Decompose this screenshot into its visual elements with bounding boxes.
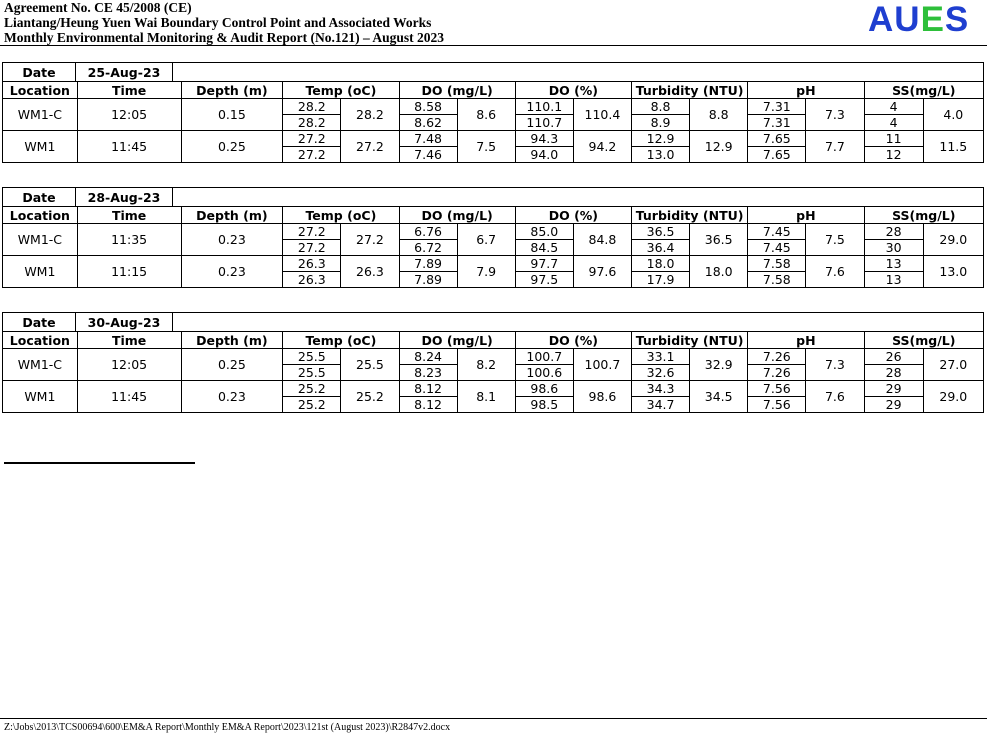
turb-reading-2: 17.9: [632, 272, 690, 288]
column-header: Depth (m): [181, 82, 283, 99]
ph-reading-2: 7.65: [748, 147, 806, 163]
date-row-blank: [173, 63, 984, 82]
turb-reading-1: 8.8: [632, 99, 690, 115]
ph-reading-1: 7.56: [748, 381, 806, 397]
ph-reading-2: 7.58: [748, 272, 806, 288]
temp-reading-2: 27.2: [283, 147, 341, 163]
turb-reading-1: 34.3: [632, 381, 690, 397]
ph-reading-1: 7.45: [748, 224, 806, 240]
column-header: Temp (oC): [283, 207, 399, 224]
do_pct-average: 94.2: [573, 131, 631, 163]
do_pct-reading-1: 97.7: [515, 256, 573, 272]
time-cell: 11:15: [77, 256, 181, 288]
turb-reading-2: 8.9: [632, 115, 690, 131]
ss-reading-2: 29: [864, 397, 923, 413]
temp-reading-1: 27.2: [283, 224, 341, 240]
do_mgl-reading-2: 7.89: [399, 272, 457, 288]
ph-reading-2: 7.56: [748, 397, 806, 413]
column-header: Depth (m): [181, 207, 283, 224]
do_mgl-reading-2: 7.46: [399, 147, 457, 163]
column-header: DO (mg/L): [399, 332, 515, 349]
footnote-separator: [4, 462, 195, 464]
ph-reading-1: 7.31: [748, 99, 806, 115]
measurement-table: [2, 81, 984, 163]
table-row: [3, 131, 984, 147]
location-cell: WM1: [3, 381, 78, 413]
ss-reading-1: 28: [864, 224, 923, 240]
ss-reading-2: 13: [864, 272, 923, 288]
do_mgl-reading-1: 6.76: [399, 224, 457, 240]
date-row: [2, 187, 984, 207]
do_mgl-reading-2: 8.12: [399, 397, 457, 413]
time-cell: 11:45: [77, 131, 181, 163]
column-header: Turbidity (NTU): [632, 82, 748, 99]
ss-reading-1: 26: [864, 349, 923, 365]
ph-average: 7.5: [806, 224, 864, 256]
ph-reading-1: 7.26: [748, 349, 806, 365]
ss-reading-1: 11: [864, 131, 923, 147]
location-cell: WM1-C: [3, 349, 78, 381]
column-header-row: [3, 82, 984, 99]
ss-reading-2: 28: [864, 365, 923, 381]
date-row: [2, 312, 984, 332]
column-header: Temp (oC): [283, 332, 399, 349]
column-header: Time: [77, 207, 181, 224]
ss-reading-1: 13: [864, 256, 923, 272]
table-row: [3, 256, 984, 272]
time-cell: 11:35: [77, 224, 181, 256]
depth-cell: 0.23: [181, 224, 283, 256]
do_pct-average: 110.4: [573, 99, 631, 131]
column-header-row: [3, 207, 984, 224]
ph-average: 7.7: [806, 131, 864, 163]
turb-average: 32.9: [690, 349, 748, 381]
turb-reading-1: 18.0: [632, 256, 690, 272]
turb-reading-2: 36.4: [632, 240, 690, 256]
do_pct-reading-2: 100.6: [515, 365, 573, 381]
do_pct-reading-1: 100.7: [515, 349, 573, 365]
location-cell: WM1-C: [3, 99, 78, 131]
temp-reading-2: 25.5: [283, 365, 341, 381]
turb-average: 8.8: [690, 99, 748, 131]
ph-reading-2: 7.26: [748, 365, 806, 381]
temp-average: 25.2: [341, 381, 399, 413]
do_mgl-average: 7.9: [457, 256, 515, 288]
do_mgl-average: 8.6: [457, 99, 515, 131]
date-label: Date: [3, 313, 76, 332]
measurement-table: [2, 331, 984, 413]
turb-average: 34.5: [690, 381, 748, 413]
turb-reading-1: 36.5: [632, 224, 690, 240]
temp-reading-2: 27.2: [283, 240, 341, 256]
do_pct-reading-1: 98.6: [515, 381, 573, 397]
ss-average: 29.0: [923, 224, 983, 256]
ss-reading-2: 4: [864, 115, 923, 131]
ph-average: 7.6: [806, 381, 864, 413]
report-header: [4, 0, 444, 45]
ss-reading-1: 29: [864, 381, 923, 397]
depth-cell: 0.23: [181, 381, 283, 413]
table-row: [3, 349, 984, 365]
date-block: [2, 62, 984, 163]
column-header: DO (%): [515, 207, 631, 224]
do_pct-average: 100.7: [573, 349, 631, 381]
column-header: Time: [77, 82, 181, 99]
depth-cell: 0.23: [181, 256, 283, 288]
ss-average: 27.0: [923, 349, 983, 381]
date-value: 28-Aug-23: [76, 188, 173, 207]
depth-cell: 0.15: [181, 99, 283, 131]
temp-average: 27.2: [341, 131, 399, 163]
do_mgl-average: 6.7: [457, 224, 515, 256]
date-label: Date: [3, 188, 76, 207]
turb-reading-2: 34.7: [632, 397, 690, 413]
do_mgl-reading-1: 8.58: [399, 99, 457, 115]
ph-average: 7.3: [806, 99, 864, 131]
column-header: DO (mg/L): [399, 82, 515, 99]
column-header-row: [3, 332, 984, 349]
temp-reading-1: 26.3: [283, 256, 341, 272]
ss-reading-2: 30: [864, 240, 923, 256]
column-header: SS(mg/L): [864, 82, 984, 99]
temp-reading-1: 28.2: [283, 99, 341, 115]
ph-average: 7.6: [806, 256, 864, 288]
do_mgl-reading-1: 8.24: [399, 349, 457, 365]
do_pct-reading-1: 110.1: [515, 99, 573, 115]
do_pct-reading-2: 97.5: [515, 272, 573, 288]
ph-reading-2: 7.45: [748, 240, 806, 256]
date-row-blank: [173, 188, 984, 207]
table-row: [3, 381, 984, 397]
measurement-table: [2, 206, 984, 288]
footer-divider: [0, 718, 987, 719]
temp-average: 28.2: [341, 99, 399, 131]
do_mgl-reading-1: 7.89: [399, 256, 457, 272]
do_pct-reading-1: 85.0: [515, 224, 573, 240]
depth-cell: 0.25: [181, 349, 283, 381]
ss-reading-2: 12: [864, 147, 923, 163]
ss-reading-1: 4: [864, 99, 923, 115]
column-header: DO (%): [515, 332, 631, 349]
temp-average: 27.2: [341, 224, 399, 256]
column-header: Location: [3, 207, 78, 224]
project-title: Liantang/Heung Yuen Wai Boundary Control Point and Associated Works: [4, 15, 432, 30]
ss-average: 13.0: [923, 256, 983, 288]
do_mgl-average: 8.2: [457, 349, 515, 381]
column-header: Time: [77, 332, 181, 349]
do_mgl-reading-2: 6.72: [399, 240, 457, 256]
column-header: DO (%): [515, 82, 631, 99]
column-header: Location: [3, 82, 78, 99]
column-header: SS(mg/L): [864, 332, 984, 349]
turb-average: 18.0: [690, 256, 748, 288]
turb-average: 12.9: [690, 131, 748, 163]
ph-reading-2: 7.31: [748, 115, 806, 131]
time-cell: 12:05: [77, 99, 181, 131]
column-header: pH: [748, 207, 864, 224]
temp-average: 25.5: [341, 349, 399, 381]
aues-logo: AUES: [868, 0, 970, 39]
report-title: Monthly Environmental Monitoring & Audit Report (No.121) – August 2023: [4, 30, 445, 45]
temp-average: 26.3: [341, 256, 399, 288]
time-cell: 12:05: [77, 349, 181, 381]
date-row: [2, 62, 984, 82]
ss-average: 11.5: [923, 131, 983, 163]
column-header: pH: [748, 332, 864, 349]
turb-reading-1: 12.9: [632, 131, 690, 147]
ss-average: 4.0: [923, 99, 983, 131]
date-label: Date: [3, 63, 76, 82]
turb-reading-2: 32.6: [632, 365, 690, 381]
ph-reading-1: 7.65: [748, 131, 806, 147]
do_pct-reading-2: 98.5: [515, 397, 573, 413]
do_pct-average: 98.6: [573, 381, 631, 413]
do_pct-reading-2: 84.5: [515, 240, 573, 256]
ph-reading-1: 7.58: [748, 256, 806, 272]
do_mgl-average: 7.5: [457, 131, 515, 163]
column-header: DO (mg/L): [399, 207, 515, 224]
table-row: [3, 99, 984, 115]
temp-reading-1: 25.5: [283, 349, 341, 365]
location-cell: WM1-C: [3, 224, 78, 256]
do_mgl-reading-1: 7.48: [399, 131, 457, 147]
temp-reading-2: 26.3: [283, 272, 341, 288]
do_mgl-reading-2: 8.62: [399, 115, 457, 131]
turb-average: 36.5: [690, 224, 748, 256]
location-cell: WM1: [3, 256, 78, 288]
column-header: SS(mg/L): [864, 207, 984, 224]
agreement-number: Agreement No. CE 45/2008 (CE): [4, 0, 192, 15]
temp-reading-2: 25.2: [283, 397, 341, 413]
turb-reading-2: 13.0: [632, 147, 690, 163]
table-row: [3, 224, 984, 240]
date-block: [2, 312, 984, 413]
do_pct-reading-2: 110.7: [515, 115, 573, 131]
temp-reading-2: 28.2: [283, 115, 341, 131]
time-cell: 11:45: [77, 381, 181, 413]
file-path-footer: Z:\Jobs\2013\TCS00694\600\EM&A Report\Monthly EM&A Report\2023\121st (August 2023)\R2847v2.docx: [4, 722, 451, 733]
column-header: Depth (m): [181, 332, 283, 349]
turb-reading-1: 33.1: [632, 349, 690, 365]
ph-average: 7.3: [806, 349, 864, 381]
do_mgl-average: 8.1: [457, 381, 515, 413]
do_mgl-reading-2: 8.23: [399, 365, 457, 381]
column-header: Temp (oC): [283, 82, 399, 99]
temp-reading-1: 27.2: [283, 131, 341, 147]
date-row-blank: [173, 313, 984, 332]
date-value: 30-Aug-23: [76, 313, 173, 332]
ss-average: 29.0: [923, 381, 983, 413]
column-header: pH: [748, 82, 864, 99]
date-block: [2, 187, 984, 288]
column-header: Turbidity (NTU): [632, 332, 748, 349]
do_pct-reading-2: 94.0: [515, 147, 573, 163]
depth-cell: 0.25: [181, 131, 283, 163]
location-cell: WM1: [3, 131, 78, 163]
column-header: Turbidity (NTU): [632, 207, 748, 224]
date-value: 25-Aug-23: [76, 63, 173, 82]
do_pct-average: 84.8: [573, 224, 631, 256]
do_mgl-reading-1: 8.12: [399, 381, 457, 397]
do_pct-average: 97.6: [573, 256, 631, 288]
temp-reading-1: 25.2: [283, 381, 341, 397]
column-header: Location: [3, 332, 78, 349]
do_pct-reading-1: 94.3: [515, 131, 573, 147]
header-divider: [0, 45, 987, 46]
